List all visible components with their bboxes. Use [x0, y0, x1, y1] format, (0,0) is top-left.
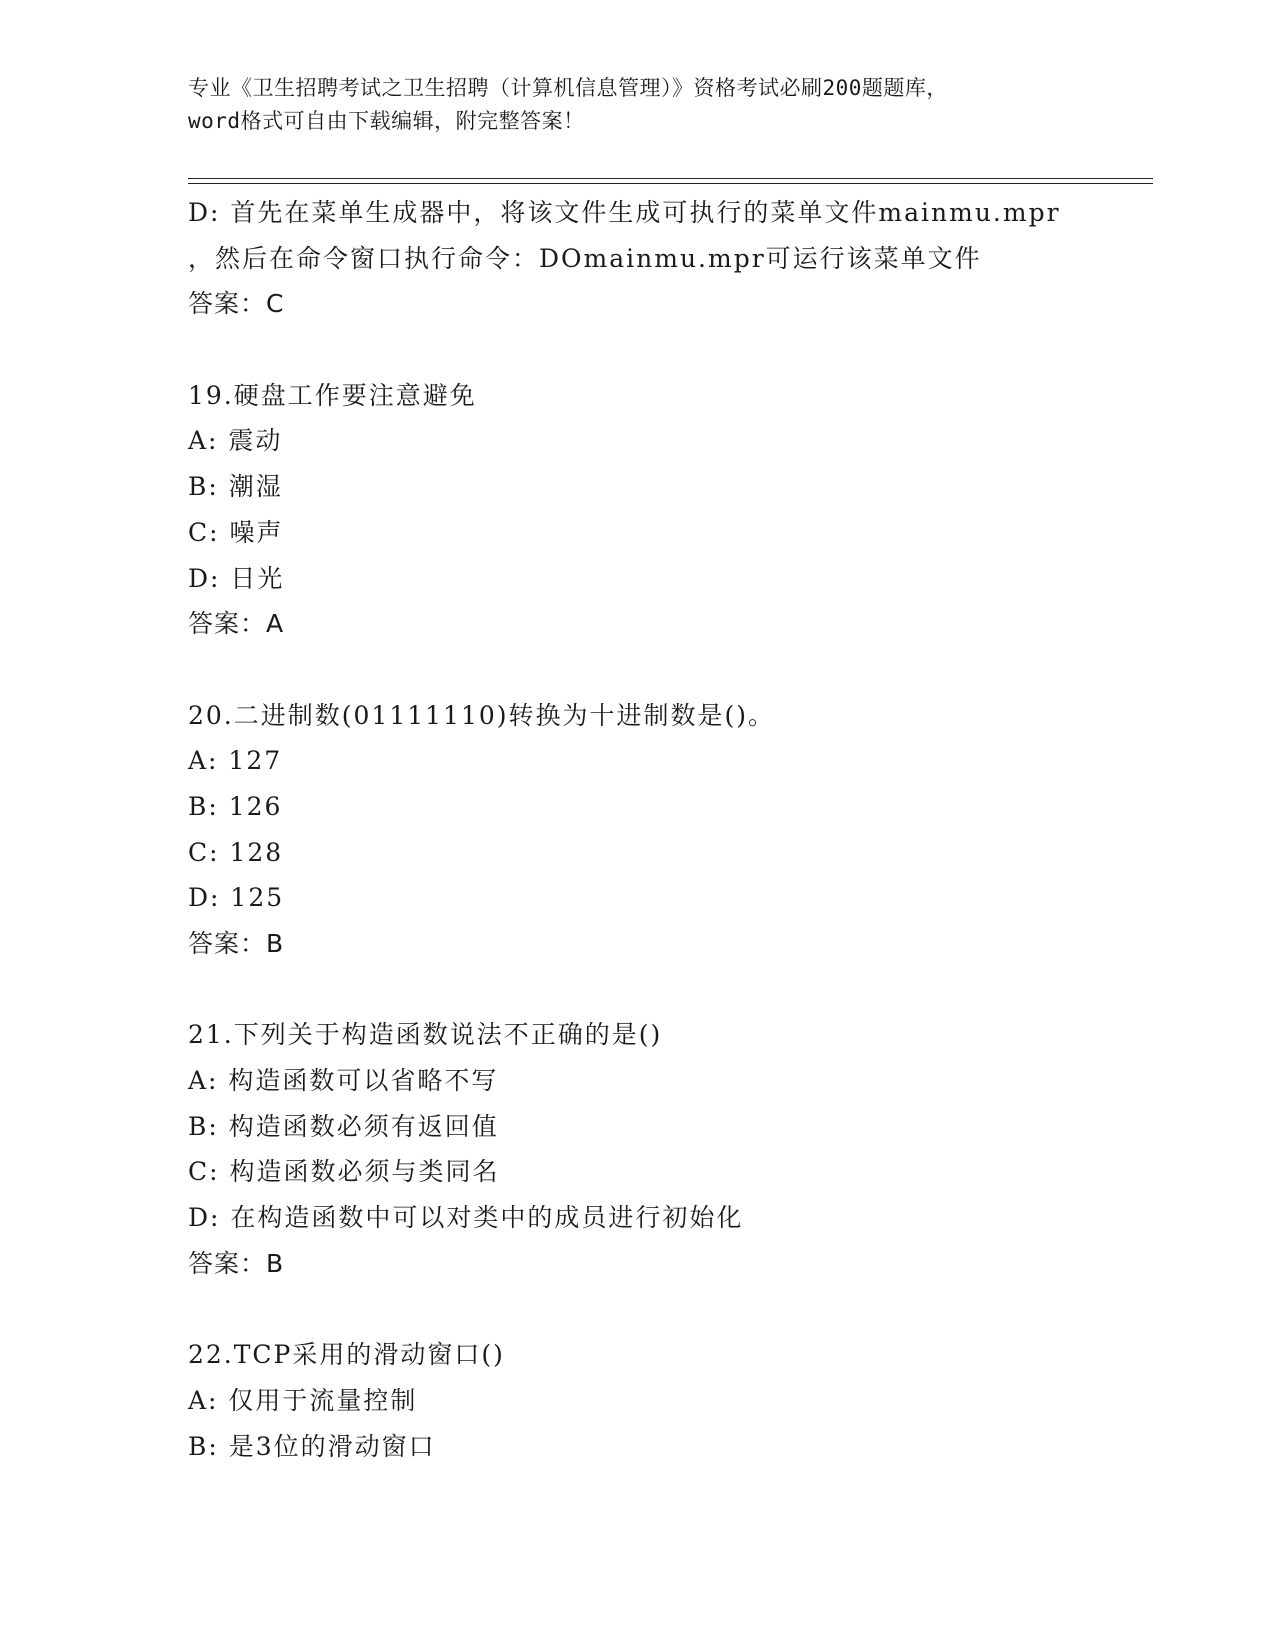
spacer: [188, 967, 1148, 1013]
question-22: [188, 1332, 1148, 1469]
question-stem: 20.二进制数(01111110)转换为十进制数是()。: [188, 700, 776, 730]
question-stem: 19.硬盘工作要注意避免: [188, 380, 477, 410]
option-b: B: 是3位的滑动窗口: [188, 1431, 436, 1461]
answer-line: 答案：A: [188, 609, 285, 639]
option-b: B: 126: [188, 791, 283, 821]
answer-line: 答案：B: [188, 1248, 285, 1278]
question-21: [188, 1012, 1148, 1286]
question-stem: 21.下列关于构造函数说法不正确的是(): [188, 1020, 663, 1050]
option-c: C: 128: [188, 837, 284, 867]
previous-question-tail: [188, 190, 1148, 327]
spacer: [188, 1287, 1148, 1333]
option-a: A: 仅用于流量控制: [188, 1385, 418, 1415]
option-d: D: 日光: [188, 563, 285, 593]
question-20: [188, 693, 1148, 967]
option-b: B: 构造函数必须有返回值: [188, 1111, 499, 1141]
question-list: [188, 190, 1148, 1469]
header-divider-bottom: [188, 183, 1153, 184]
option-a: A: 127: [188, 746, 283, 776]
option-a: A: 构造函数可以省略不写: [188, 1066, 499, 1096]
option-b: B: 潮湿: [188, 472, 283, 502]
question-stem: 22.TCP采用的滑动窗口(): [188, 1340, 505, 1370]
spacer: [188, 647, 1148, 693]
option-c: C: 噪声: [188, 517, 284, 547]
option-a: A: 震动: [188, 426, 283, 456]
option-d: D: 首先在菜单生成器中，将该文件生成可执行的菜单文件mainmu.mpr: [188, 198, 1061, 227]
spacer: [188, 327, 1148, 373]
answer-line: 答案：B: [188, 929, 285, 958]
option-d: D: 在构造函数中可以对类中的成员进行初始化: [188, 1203, 744, 1233]
question-19: [188, 373, 1148, 647]
header-line-2: word格式可自由下载编辑，附完整答案！: [188, 109, 585, 133]
document-header: [188, 72, 1088, 138]
option-d: D: 125: [188, 883, 285, 913]
option-d-continued: ，然后在命令窗口执行命令：DOmainmu.mpr可运行该菜单文件: [188, 243, 982, 273]
answer-line: 答案：C: [188, 289, 285, 319]
option-c: C: 构造函数必须与类同名: [188, 1157, 500, 1187]
header-divider-top: [188, 178, 1153, 179]
header-line-1: 专业《卫生招聘考试之卫生招聘（计算机信息管理）》资格考试必刷200题题库，: [188, 76, 948, 100]
